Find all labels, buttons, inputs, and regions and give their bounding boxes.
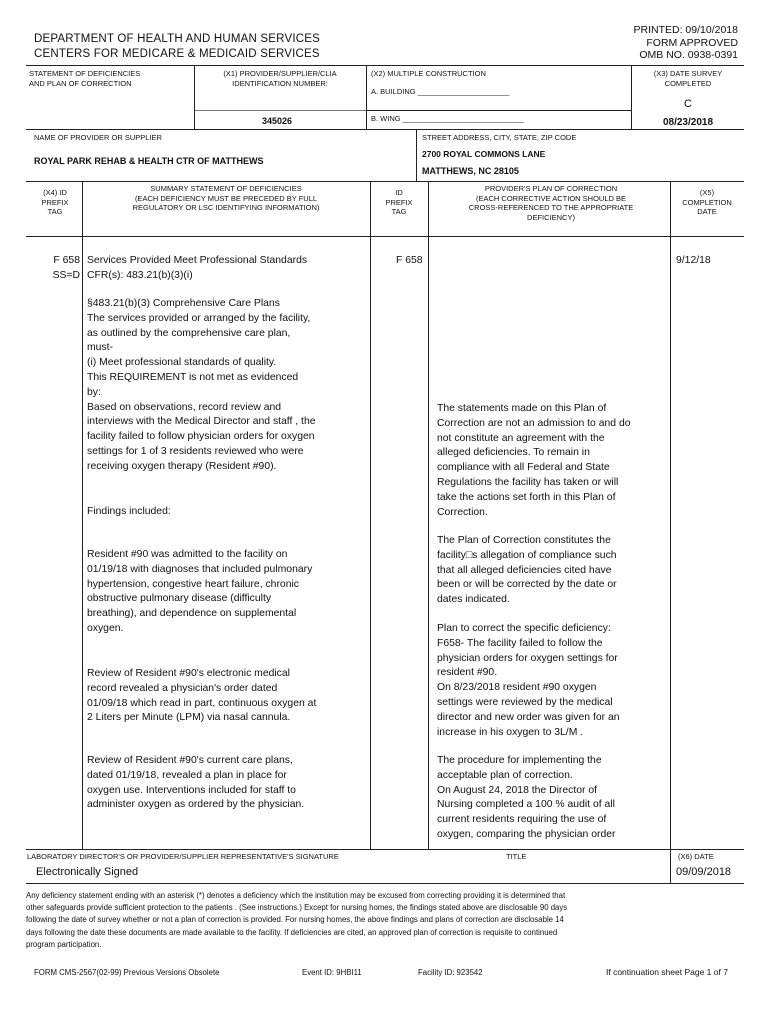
summary-block-5: Review of Resident #90's electronic medical record revealed a physician's order dated 01/09/18 which read in part, continuous oxygen at 2 Liters per Minute (LPM) via nasal cannula.	[87, 668, 317, 724]
completion-date: 9/12/18	[676, 255, 711, 266]
tag-prefix-right: F 658	[396, 255, 423, 266]
statement-label: STATEMENT OF DEFICIENCIES AND PLAN OF CORRECTION	[29, 69, 141, 88]
summary-block-4: Resident #90 was admitted to the facility on 01/19/18 with diagnoses that included pulmonary hypertension, congestive heart failure, chronic obstructive pulmonary disease (difficulty breathing), and dependence on supplemental oxygen.	[87, 549, 313, 634]
signature-label: LABORATORY DIRECTOR'S OR PROVIDER/SUPPLIER REPRESENTATIVE'S SIGNATURE	[27, 852, 339, 861]
x2-label: (X2) MULTIPLE CONSTRUCTION	[371, 69, 486, 78]
event-id: Event ID: 9HBI11	[302, 968, 362, 977]
provider-name: ROYAL PARK REHAB & HEALTH CTR OF MATTHEWS	[34, 156, 264, 166]
summary-block-6: Review of Resident #90's current care plans, dated 01/19/18, revealed a plan in place for oxygen use. Interventions included for staff to administer oxygen as ordered by the physician.	[87, 755, 305, 811]
dept-name: DEPARTMENT OF HEALTH AND HUMAN SERVICES	[34, 33, 320, 45]
plan-block-3: Plan to correct the specific deficiency: F658- The facility failed to follow the physician orders for oxygen settings for resident #90. On 8/23/2018 resident #90 oxygen settings were reviewed by the medical director and new order was given for an increase in his oxygen to 3L/M .	[437, 623, 620, 738]
plan-block-1: The statements made on this Plan of Correction are not an admission to and do not constitute an agreement with the alleged deficiencies. To remain in compliance with all Federal and State Regulations the facility has taken or will take the actions set forth in this Plan of Correction.	[437, 403, 631, 518]
wing-field: B. WING _____________________________	[371, 114, 524, 123]
address-line2: MATTHEWS, NC 28105	[422, 166, 519, 176]
date-label: (X6) DATE	[678, 852, 714, 861]
omb-number: OMB NO. 0938-0391	[639, 49, 738, 61]
provider-id: 345026	[262, 116, 293, 126]
signature-value: Electronically Signed	[36, 866, 139, 878]
survey-date: 08/23/2018	[662, 117, 714, 128]
provider-name-label: NAME OF PROVIDER OR SUPPLIER	[34, 133, 162, 142]
x1-label: (X1) PROVIDER/SUPPLIER/CLIA IDENTIFICATION NUMBER:	[223, 69, 337, 88]
plan-header: PROVIDER'S PLAN OF CORRECTION (EACH CORRECTIVE ACTION SHOULD BE CROSS-REFERENCED TO THE APPROPRIATE DEFICIENCY)	[468, 184, 634, 222]
department-heading	[34, 32, 320, 62]
x5-header: (X5) COMPLETION DATE	[682, 188, 732, 216]
form-number: FORM CMS-2567(02-99) Previous Versions Obsolete	[34, 968, 220, 977]
form-approved: FORM APPROVED	[646, 36, 738, 49]
x3-label: (X3) DATE SURVEY COMPLETED	[653, 69, 723, 88]
x3-letter: C	[684, 98, 692, 110]
summary-block-1: Services Provided Meet Professional Standards CFR(s): 483.21(b)(3)(i)	[87, 255, 308, 281]
summary-block-3: Findings included:	[87, 506, 171, 517]
summary-block-2: §483.21(b)(3) Comprehensive Care Plans The services provided or arranged by the facility, as outlined by the comprehensive care plan, must- (i) Meet professional standards of quality. This REQUIREMENT is not met as evidenced by: Based on observations, record review and interviews with the Medical Director and staff , the facility failed to follow physician orders for oxygen settings for 1 of 3 residents reviewed who were receiving oxygen therapy (Resident #90).	[87, 298, 316, 472]
tag-prefix: F 658 SS=D	[52, 255, 80, 281]
address-line1: 2700 ROYAL COMMONS LANE	[422, 149, 546, 159]
address-label: STREET ADDRESS, CITY, STATE, ZIP CODE	[422, 133, 577, 142]
x4-header: (X4) ID PREFIX TAG	[41, 188, 69, 216]
plan-block-2: The Plan of Correction constitutes the facility□s allegation of compliance such that all alleged deficiencies cited have been or will be corrected by the date or dates indicated.	[437, 535, 617, 606]
building-field: A. BUILDING ______________________	[371, 87, 510, 96]
form-info	[634, 24, 738, 62]
id-header: ID PREFIX TAG	[385, 188, 413, 216]
signature-date: 09/09/2018	[676, 866, 732, 878]
summary-header: SUMMARY STATEMENT OF DEFICIENCIES (EACH DEFICIENCY MUST BE PRECEDED BY FULL REGULATORY OR LSC IDENTIFYING INFORMATION)	[132, 184, 320, 212]
disclaimer-text: Any deficiency statement ending with an asterisk (*) denotes a deficiency which the institution may be excused from correcting providing it is determined that other safeguards provide sufficient protection to the patients . (See instructions.) Except for nursing homes, the findings stated above are disclosable 90 days following the date of survey whether or not a plan of correction is provided. For nursing homes, the above findings and plans of correction are disclosable 14 days following the date these documents are made available to the facility. If deficiencies are cited, an approved plan of correction is requisite to continued program participation.	[26, 891, 568, 949]
plan-block-4: The procedure for implementing the acceptable plan of correction. On August 24, 2018 the Director of Nursing completed a 100 % audit of all current residents requiring the use of oxygen, comparing the physician order	[437, 755, 616, 840]
printed-date: PRINTED: 09/10/2018	[633, 24, 738, 36]
facility-id: Facility ID: 923542	[418, 968, 483, 977]
title-label: TITLE	[506, 852, 527, 861]
page-indicator: If continuation sheet Page 1 of 7	[606, 967, 728, 977]
centers-name: CENTERS FOR MEDICARE & MEDICAID SERVICES	[34, 48, 320, 60]
